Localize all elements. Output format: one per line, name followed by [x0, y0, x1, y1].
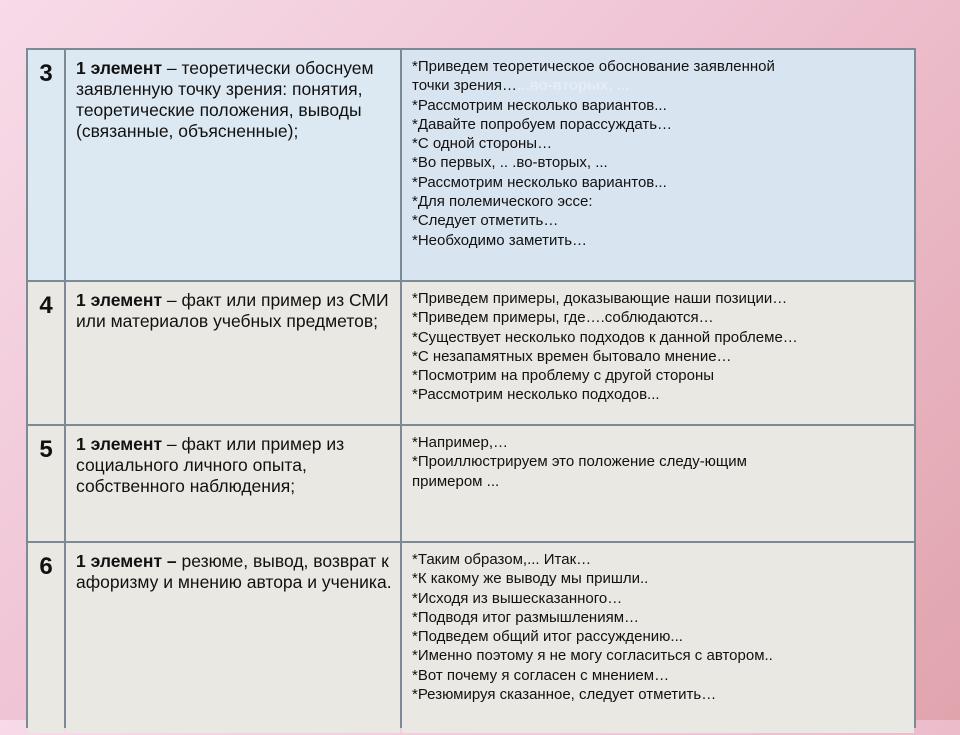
element-description — [66, 426, 400, 541]
phrase-item: *С незапамятных времен бытовало мнение… — [412, 347, 732, 365]
phrase-item: *Следует отметить… — [412, 212, 559, 230]
phrase-list — [402, 426, 914, 541]
element-description — [66, 543, 400, 733]
phrase-list — [402, 282, 914, 424]
essay-structure-table-frame — [26, 48, 916, 728]
phrase-item: *Рассмотрим несколько подходов... — [412, 386, 660, 404]
phrase-item: *Таким образом,... Итак… — [412, 551, 592, 568]
table-row — [28, 426, 914, 541]
phrase-item: *Например,… — [412, 434, 509, 451]
phrase-item: *Вот почему я согласен с мнением… — [412, 666, 670, 684]
phrase-item: *Проиллюстрируем это положение следу-ющим — [412, 453, 747, 471]
row-number: 5 — [28, 426, 64, 541]
phrase-item: *Посмотрим на проблему с другой стороны — [412, 367, 715, 385]
phrase-item: *Существует несколько подходов к данной проблеме… — [412, 328, 798, 346]
phrase-item: примером ... — [412, 472, 500, 490]
phrase-item: *Рассмотрим несколько вариантов... — [412, 173, 667, 191]
phrase-item: *Подводя итог размышлениям… — [412, 608, 640, 626]
element-text: – факт или пример из социального личного опыта, собственного наблюдения; — [76, 434, 345, 496]
table-row — [28, 282, 914, 424]
phrase-item: *Необходимо заметить… — [412, 231, 588, 249]
element-label: 1 элемент — [76, 58, 163, 78]
element-label: 1 элемент — [76, 434, 163, 454]
phrase-item: *Подведем общий итог рассуждению... — [412, 628, 683, 646]
table-row — [28, 543, 914, 733]
phrase-item: *Давайте попробуем порассуждать… — [412, 115, 673, 133]
phrase-item: *Рассмотрим несколько вариантов... — [412, 96, 667, 114]
phrase-item: *С одной стороны… — [412, 135, 553, 153]
phrase-item: точки зрения…...во-вторых, ... — [412, 77, 630, 95]
faded-overlay-text: ...во-вторых, ... — [517, 77, 630, 95]
element-text: – факт или пример из СМИ или материалов учебных предметов; — [76, 290, 389, 331]
phrase-item: *Для полемического эссе: — [412, 193, 593, 211]
row-number: 6 — [28, 543, 64, 733]
element-description — [66, 282, 400, 424]
element-label: 1 элемент – — [76, 551, 177, 571]
phrase-item: *К какому же выводу мы пришли.. — [412, 570, 649, 588]
essay-structure-table — [26, 48, 916, 735]
table-row — [28, 50, 914, 280]
element-description — [66, 50, 400, 280]
element-label: 1 элемент — [76, 290, 163, 310]
phrase-item: *Именно поэтому я не могу согласиться с автором.. — [412, 647, 773, 665]
row-number: 4 — [28, 282, 64, 424]
element-text: резюме, вывод, возврат к афоризму и мнению автора и ученика. — [76, 551, 392, 592]
phrase-item: *Приведем примеры, доказывающие наши позиции… — [412, 290, 788, 307]
row-number: 3 — [28, 50, 64, 280]
phrase-item: *Во первых, .. .во-вторых, ... — [412, 154, 608, 172]
phrase-item: *Исходя из вышесказанного… — [412, 589, 623, 607]
phrase-list — [402, 50, 914, 280]
phrase-item: *Приведем теоретическое обоснование заявленной — [412, 58, 775, 75]
phrase-item: *Приведем примеры, где….соблюдаются… — [412, 309, 714, 327]
phrase-item: *Резюмируя сказанное, следует отметить… — [412, 686, 717, 704]
phrase-list — [402, 543, 914, 733]
element-text: – теоретически обоснуем заявленную точку зрения: понятия, теоретические положения, выводы (связанные, объясненные); — [76, 58, 374, 141]
